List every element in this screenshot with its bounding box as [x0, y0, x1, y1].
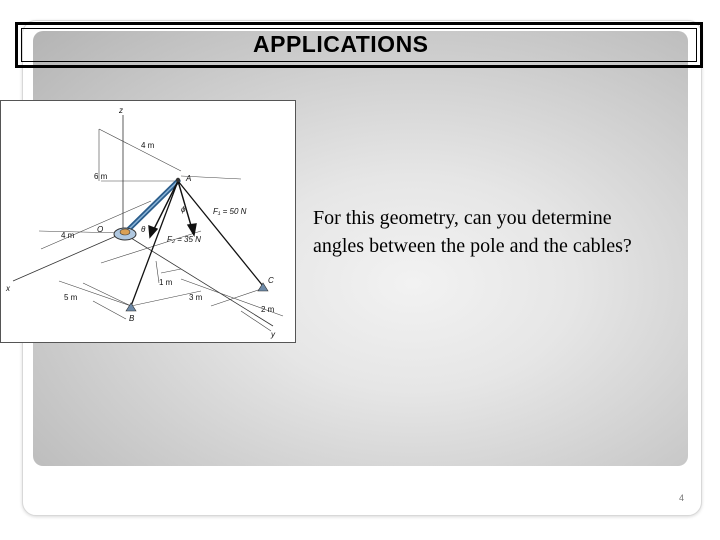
y-axis-label: y [271, 330, 275, 339]
dim-4m-top: 4 m [141, 141, 155, 150]
anchor-c [258, 283, 268, 291]
dim-3m: 3 m [189, 293, 203, 302]
x-axis-line [13, 233, 123, 281]
cable-ac [178, 181, 263, 286]
x-axis-label: x [6, 284, 10, 293]
body-line-2: angles between the pole and the cables? [313, 235, 632, 257]
body-line-1: For this geometry, can you determine [313, 207, 612, 229]
force-2-label: F₂ = 35 N [167, 235, 201, 244]
page-number: 4 [679, 493, 685, 503]
point-b-label: B [129, 314, 135, 323]
slide-body-text [313, 204, 713, 260]
point-c-label: C [268, 276, 274, 285]
figure-drawing [1, 101, 295, 342]
point-a-marker [176, 178, 180, 182]
y-axis-line [123, 233, 273, 326]
dim-5m: 5 m [64, 293, 78, 302]
point-a-label: A [186, 174, 192, 183]
force-1-label: F₁ = 50 N [213, 207, 247, 216]
point-o-label: O [97, 225, 104, 234]
dim-1m: 1 m [159, 278, 173, 287]
pole-cable-figure [0, 100, 296, 343]
dim-6m: 6 m [94, 172, 108, 181]
theta-label: θ [141, 225, 146, 234]
z-axis-label: z [119, 106, 123, 115]
dim-4m-left: 4 m [61, 231, 75, 240]
phi-label: ϕ [181, 205, 186, 214]
slide-title: APPLICATIONS [253, 31, 429, 57]
dim-2m: 2 m [261, 305, 275, 314]
